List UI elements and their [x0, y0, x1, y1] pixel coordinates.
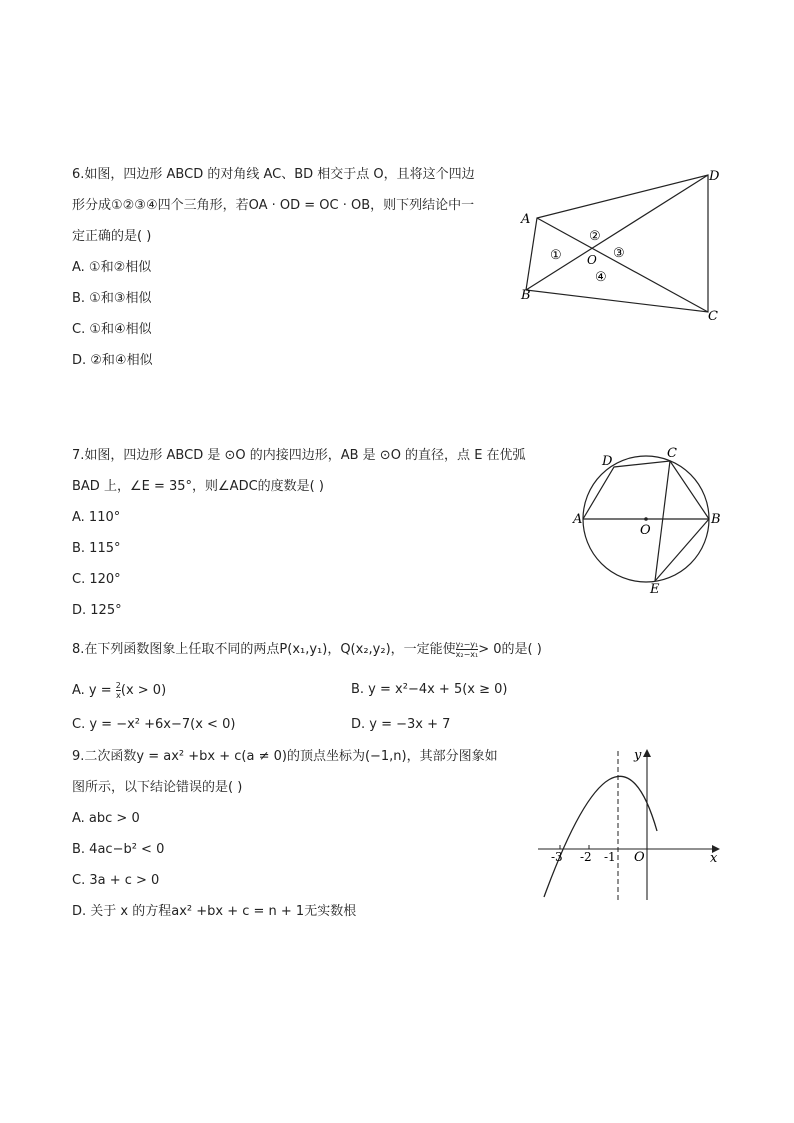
q7-label-e: E: [650, 582, 660, 597]
q7-label-b: B: [711, 512, 721, 527]
q7-option-d[interactable]: D. 125°: [72, 603, 122, 618]
q6-option-b[interactable]: B. ①和③相似: [72, 291, 152, 306]
q6-stem-line-1: 6.如图，四边形 ABCD 的对角线 AC、BD 相交于点 O，且将这个四边: [72, 167, 475, 182]
q6-region-4: ④: [595, 270, 607, 285]
q6-region-2: ②: [589, 229, 601, 244]
q8-option-a[interactable]: [72, 681, 166, 700]
q8-stem-text: 8.在下列函数图象上任取不同的两点P(x₁,y₁)，Q(x₂,y₂)，一定能使: [72, 642, 456, 657]
q6-label-d: D: [709, 169, 720, 184]
q8-option-a-prefix: A. y =: [72, 683, 116, 698]
q7-label-c: C: [667, 446, 677, 461]
q6-region-3: ③: [613, 246, 625, 261]
q6-label-c: C: [708, 309, 718, 324]
q6-option-d[interactable]: D. ②和④相似: [72, 353, 153, 368]
q9-tick-neg1: -1: [604, 850, 616, 864]
q8-option-c[interactable]: C. y = −x² +6x−7(x < 0): [72, 717, 236, 732]
q8-option-a-numerator: 2: [115, 681, 121, 690]
q8-stem: [72, 640, 542, 659]
q7-label-a: A: [573, 512, 583, 527]
q7-label-d: D: [602, 454, 613, 469]
q6-quadrilateral-figure: [510, 160, 740, 330]
q7-option-c[interactable]: C. 120°: [72, 572, 121, 587]
q9-option-d[interactable]: D. 关于 x 的方程ax² +bx + c = n + 1无实数根: [72, 904, 357, 919]
q6-region-1: ①: [550, 248, 562, 263]
q8-fraction-denominator: x₂−x₁: [455, 650, 479, 659]
q8-fraction-numerator: y₂−y₁: [455, 640, 479, 649]
q6-option-a[interactable]: A. ①和②相似: [72, 260, 152, 275]
q6-label-b: B: [521, 288, 531, 303]
q8-stem-end: > 0的是( ): [478, 642, 542, 657]
q9-tick-neg2: -2: [580, 850, 592, 864]
q6-label-a: A: [521, 212, 531, 227]
q9-stem-line-1: 9.二次函数y = ax² +bx + c(a ≠ 0)的顶点坐标为(−1,n)，其部分图象如: [72, 749, 498, 764]
q6-option-c[interactable]: C. ①和④相似: [72, 322, 152, 337]
q6-stem-line-2: 形分成①②③④四个三角形，若OA · OD = OC · OB，则下列结论中一: [72, 198, 475, 213]
q7-stem-line-1: 7.如图，四边形 ABCD 是 ⊙O 的内接四边形，AB 是 ⊙O 的直径，点 E 在优弧: [72, 448, 526, 463]
q9-option-b[interactable]: B. 4ac−b² < 0: [72, 842, 165, 857]
q6-label-o: O: [587, 253, 597, 267]
q8-option-a-suffix: (x > 0): [120, 683, 167, 698]
q7-label-o: O: [640, 523, 651, 538]
q7-option-b[interactable]: B. 115°: [72, 541, 121, 556]
q9-tick-neg3: -3: [551, 850, 563, 864]
q7-option-a[interactable]: A. 110°: [72, 510, 121, 525]
q9-label-x-axis: x: [710, 851, 718, 866]
q9-option-a[interactable]: A. abc > 0: [72, 811, 140, 826]
q8-option-a-denominator: x: [115, 691, 121, 700]
q9-label-origin: O: [634, 850, 645, 865]
q9-stem-line-2: 图所示，以下结论错误的是( ): [72, 780, 243, 795]
q9-label-y-axis: y: [634, 748, 642, 763]
q7-circle-figure: [565, 440, 730, 600]
q9-parabola-figure: [530, 745, 730, 905]
q7-stem-line-2: BAD 上，∠E = 35°，则∠ADC的度数是( ): [72, 479, 324, 494]
q8-option-b[interactable]: B. y = x²−4x + 5(x ≥ 0): [351, 682, 508, 697]
q9-option-c[interactable]: C. 3a + c > 0: [72, 873, 160, 888]
q8-option-d[interactable]: D. y = −3x + 7: [351, 717, 451, 732]
q8-stem-fraction: [456, 640, 479, 659]
q6-stem-line-3: 定正确的是( ): [72, 229, 152, 244]
